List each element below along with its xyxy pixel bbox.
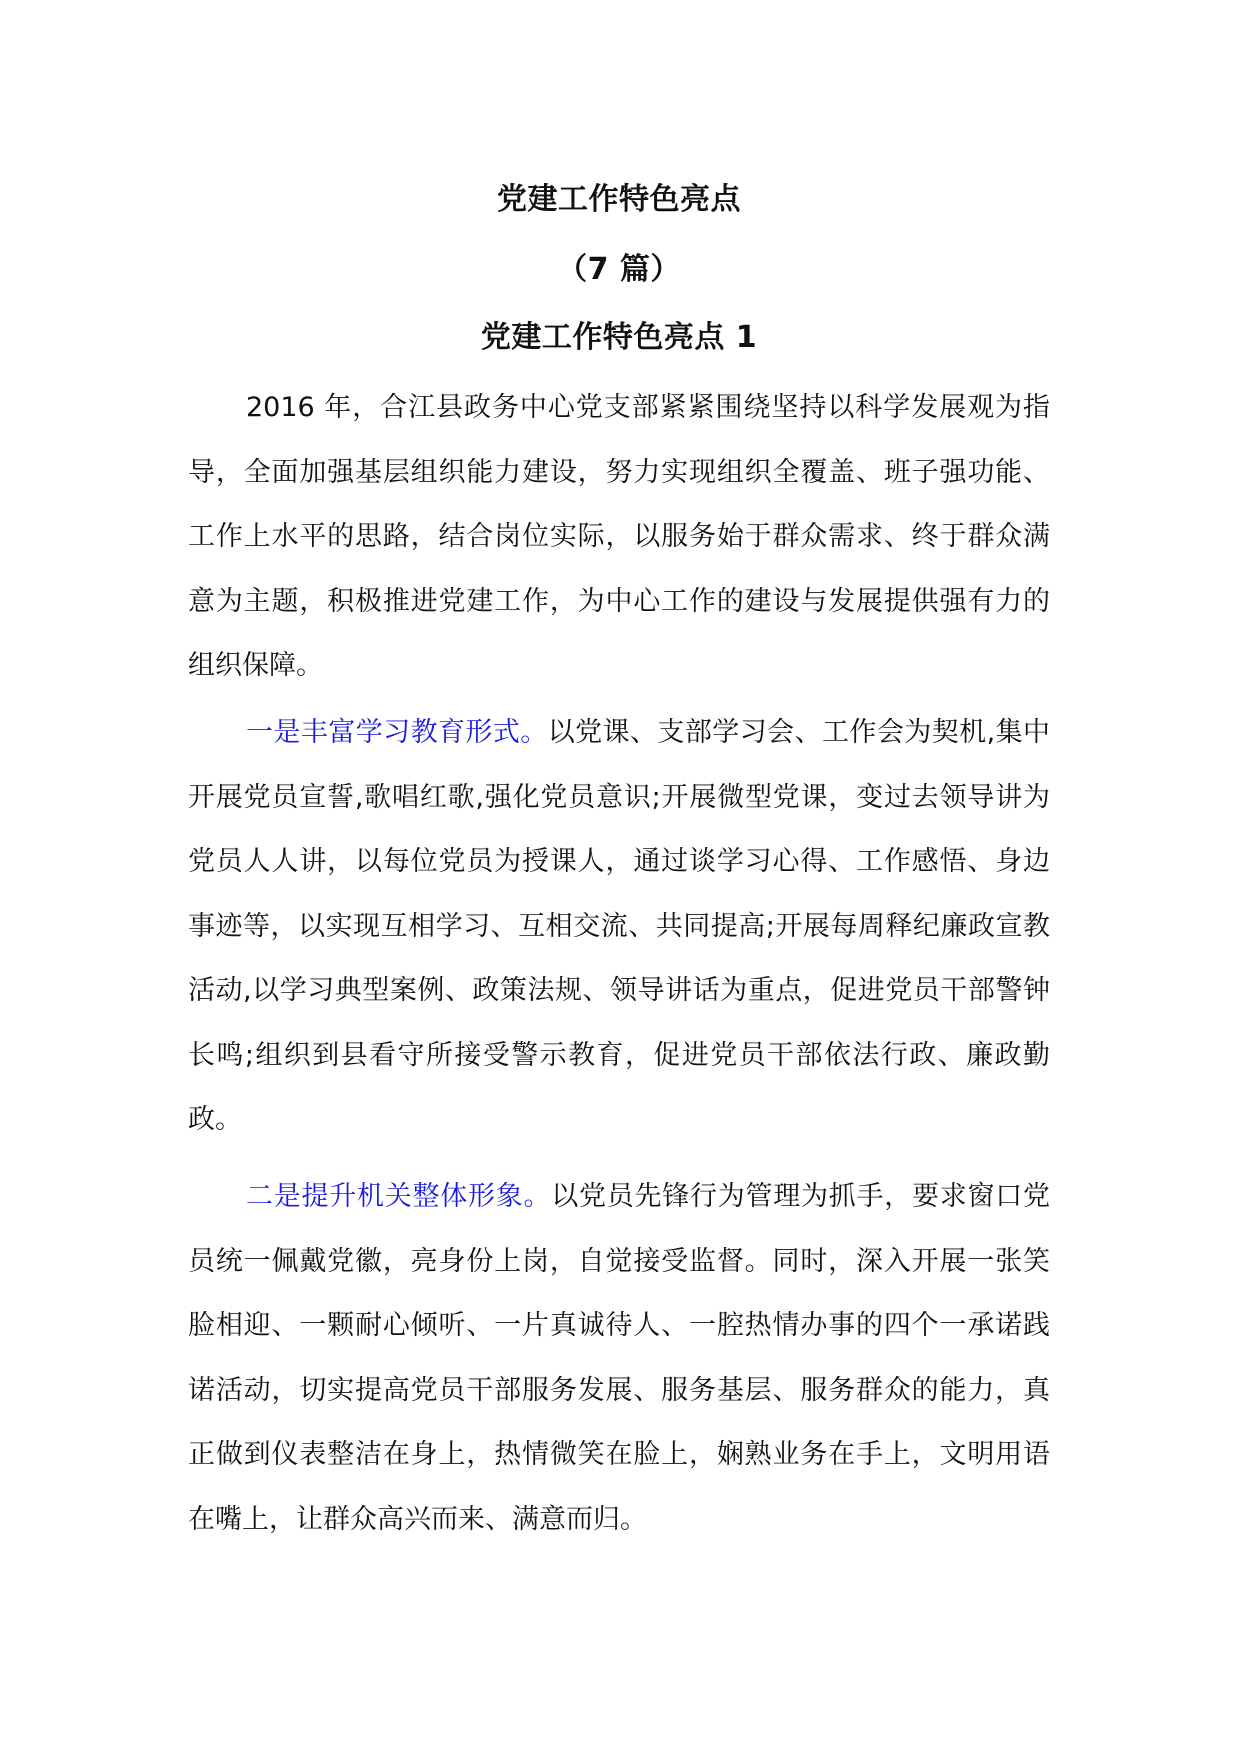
paragraph-two-body: 以党员先锋行为管理为抓手，要求窗口党员统一佩戴党徽，亮身份上岗，自觉接受监督。同时，深入开展一张笑脸相迎、一颗耐心倾听、一片真诚待人、一腔热情办事的四个一承诺践诺活动，切实提高党员干部服务发展、服务基层、服务群众的能力，真正做到仪表整洁在身上，热情微笑在脸上，娴熟业务在手上，文明用语在嘴上，让群众高兴而来、满意而归。 <box>188 1181 1050 1535</box>
paragraph-two <box>188 1165 1050 1552</box>
paragraph-one-heading: 一是丰富学习教育形式。 <box>246 717 548 748</box>
paragraph-two-heading: 二是提升机关整体形象。 <box>246 1181 552 1212</box>
paragraph-one-body: 以党课、支部学习会、工作会为契机,集中开展党员宣誓,歌唱红歌,强化党员意识;开展微型党课，变过去领导讲为党员人人讲，以每位党员为授课人，通过谈学习心得、工作感悟、身边事迹等，以实现互相学习、互相交流、共同提高;开展每周释纪廉政宣教活动,以学习典型案例、政策法规、领导讲话为重点，促进党员干部警钟长鸣;组织到县看守所接受警示教育，促进党员干部依法行政、廉政勤政。 <box>188 717 1051 1135</box>
document-title: 党建工作特色亮点 <box>497 182 741 217</box>
paragraph-one <box>188 701 1050 1153</box>
document-count-label: （7 篇） <box>557 252 681 287</box>
section-title: 党建工作特色亮点 1 <box>480 320 758 355</box>
intro-paragraph: 2016 年，合江县政务中心党支部紧紧围绕坚持以科学发展观为指导，全面加强基层组织能力建设，努力实现组织全覆盖、班子强功能、工作上水平的思路，结合岗位实际，以服务始于群众需求、终于群众满意为主题，积极推进党建工作，为中心工作的建设与发展提供强有力的组织保障。 <box>188 392 1050 681</box>
